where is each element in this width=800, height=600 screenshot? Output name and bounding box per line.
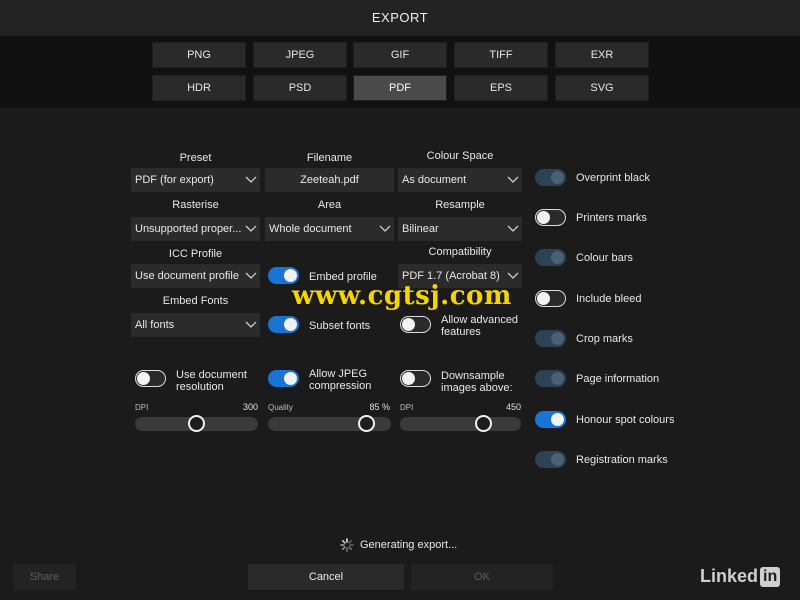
allow-jpeg-toggle[interactable]: [268, 370, 299, 387]
toggle-knob: [551, 171, 564, 184]
dpi-slider-value: 300: [242, 402, 258, 412]
format-exr-button[interactable]: EXR: [555, 42, 649, 68]
toggle-knob: [402, 318, 415, 331]
toggle-knob: [551, 453, 564, 466]
format-tiff-button[interactable]: TIFF: [454, 42, 548, 68]
toggle-knob: [284, 318, 297, 331]
embed-profile-label: Embed profile: [309, 271, 377, 283]
allow-jpeg-line2: compression: [309, 380, 372, 392]
resample-value: Bilinear: [402, 223, 439, 235]
quality-slider-value: 85 %: [369, 402, 390, 412]
downsample-dpi-label: DPI: [400, 403, 414, 412]
downsample-line2: images above:: [441, 382, 513, 394]
toggle-knob: [402, 372, 415, 385]
resample-dropdown[interactable]: [398, 217, 522, 241]
icc-profile-value: Use document profile: [135, 270, 239, 282]
linkedin-logo-text: Linked: [700, 566, 759, 586]
slider-thumb[interactable]: [188, 415, 205, 432]
preset-label: Preset: [179, 152, 212, 164]
export-status-text: Generating export...: [360, 539, 458, 551]
toggle-knob: [551, 332, 564, 345]
subset-fonts-toggle[interactable]: [268, 316, 299, 333]
subset-fonts-label: Subset fonts: [309, 320, 371, 332]
spinner-icon: [340, 538, 354, 552]
ok-button[interactable]: OK: [411, 564, 553, 590]
embed-fonts-value: All fonts: [135, 319, 175, 331]
filename-label: Filename: [306, 152, 353, 164]
dpi-slider-label: DPI: [135, 403, 149, 412]
cancel-button[interactable]: Cancel: [248, 564, 404, 590]
preset-value: PDF (for export): [135, 174, 214, 186]
icc-profile-label: ICC Profile: [168, 248, 223, 260]
linkedin-logo: [700, 566, 780, 587]
option-colour-bars-label: Colour bars: [576, 252, 633, 264]
embed-fonts-dropdown[interactable]: [131, 313, 260, 337]
toggle-knob: [284, 372, 297, 385]
format-jpeg-button[interactable]: JPEG: [253, 42, 347, 68]
compatibility-label: Compatibility: [428, 246, 492, 258]
downsample-toggle[interactable]: [400, 370, 431, 387]
option-overprint-black-toggle[interactable]: [535, 169, 566, 186]
colour-space-label: Colour Space: [426, 150, 494, 162]
chevron-down-icon: [242, 217, 260, 241]
rasterise-dropdown[interactable]: [131, 217, 260, 241]
option-colour-bars-toggle[interactable]: [535, 249, 566, 266]
option-page-information-toggle[interactable]: [535, 370, 566, 387]
preset-dropdown[interactable]: [131, 168, 260, 192]
format-hdr-button[interactable]: HDR: [152, 75, 246, 101]
format-strip: [0, 36, 800, 108]
format-svg-button[interactable]: SVG: [555, 75, 649, 101]
dialog-title: EXPORT: [371, 10, 429, 25]
toggle-knob: [551, 372, 564, 385]
area-label: Area: [317, 199, 342, 211]
allow-advanced-label-line2: features: [441, 326, 481, 338]
downsample-dpi-slider[interactable]: [400, 417, 521, 431]
watermark-text: www.cgtsj.com: [292, 281, 512, 311]
option-honour-spot-colours-label: Honour spot colours: [576, 414, 675, 426]
option-printers-marks-toggle[interactable]: [535, 209, 566, 226]
quality-slider[interactable]: [268, 417, 391, 431]
format-psd-button[interactable]: PSD: [253, 75, 347, 101]
option-printers-marks-label: Printers marks: [576, 212, 647, 224]
filename-field[interactable]: Zeeteah.pdf: [265, 168, 394, 192]
option-honour-spot-colours-toggle[interactable]: [535, 411, 566, 428]
embed-fonts-label: Embed Fonts: [162, 295, 229, 307]
toggle-knob: [551, 251, 564, 264]
allow-jpeg-line1: Allow JPEG: [309, 368, 368, 380]
format-gif-button[interactable]: GIF: [353, 42, 447, 68]
downsample-dpi-value: 450: [505, 402, 521, 412]
option-page-information-label: Page information: [576, 373, 660, 385]
slider-thumb[interactable]: [475, 415, 492, 432]
share-button[interactable]: Share: [13, 564, 76, 590]
chevron-down-icon: [504, 217, 522, 241]
option-registration-marks-toggle[interactable]: [535, 451, 566, 468]
resample-label: Resample: [435, 199, 485, 211]
compatibility-value: PDF 1.7 (Acrobat 8): [402, 270, 500, 282]
use-doc-resolution-line1: Use document: [176, 369, 247, 381]
toggle-knob: [537, 211, 550, 224]
option-overprint-black-label: Overprint black: [576, 172, 650, 184]
colour-space-dropdown[interactable]: [398, 168, 522, 192]
chevron-down-icon: [376, 217, 394, 241]
allow-advanced-toggle[interactable]: [400, 316, 431, 333]
option-registration-marks-label: Registration marks: [576, 454, 668, 466]
area-dropdown[interactable]: [265, 217, 394, 241]
allow-advanced-label-line1: Allow advanced: [441, 314, 519, 326]
chevron-down-icon: [242, 264, 260, 288]
quality-slider-label: Quality: [268, 403, 293, 412]
option-crop-marks-label: Crop marks: [576, 333, 633, 345]
format-png-button[interactable]: PNG: [152, 42, 246, 68]
use-doc-resolution-toggle[interactable]: [135, 370, 166, 387]
linkedin-logo-badge: in: [760, 567, 780, 587]
chevron-down-icon: [504, 168, 522, 192]
format-pdf-button[interactable]: PDF: [353, 75, 447, 101]
toggle-knob: [137, 372, 150, 385]
export-status: [340, 538, 457, 552]
use-doc-resolution-line2: resolution: [176, 381, 224, 393]
toggle-knob: [537, 292, 550, 305]
area-value: Whole document: [269, 223, 352, 235]
format-eps-button[interactable]: EPS: [454, 75, 548, 101]
downsample-line1: Downsample: [441, 370, 505, 382]
icc-profile-dropdown[interactable]: [131, 264, 260, 288]
rasterise-value: Unsupported proper...: [135, 223, 242, 235]
option-crop-marks-toggle[interactable]: [535, 330, 566, 347]
slider-thumb[interactable]: [358, 415, 375, 432]
option-include-bleed-label: Include bleed: [576, 293, 642, 305]
toggle-knob: [551, 413, 564, 426]
rasterise-label: Rasterise: [172, 199, 219, 211]
dpi-slider[interactable]: [135, 417, 258, 431]
colour-space-value: As document: [402, 174, 467, 186]
option-include-bleed-toggle[interactable]: [535, 290, 566, 307]
chevron-down-icon: [242, 313, 260, 337]
chevron-down-icon: [242, 168, 260, 192]
